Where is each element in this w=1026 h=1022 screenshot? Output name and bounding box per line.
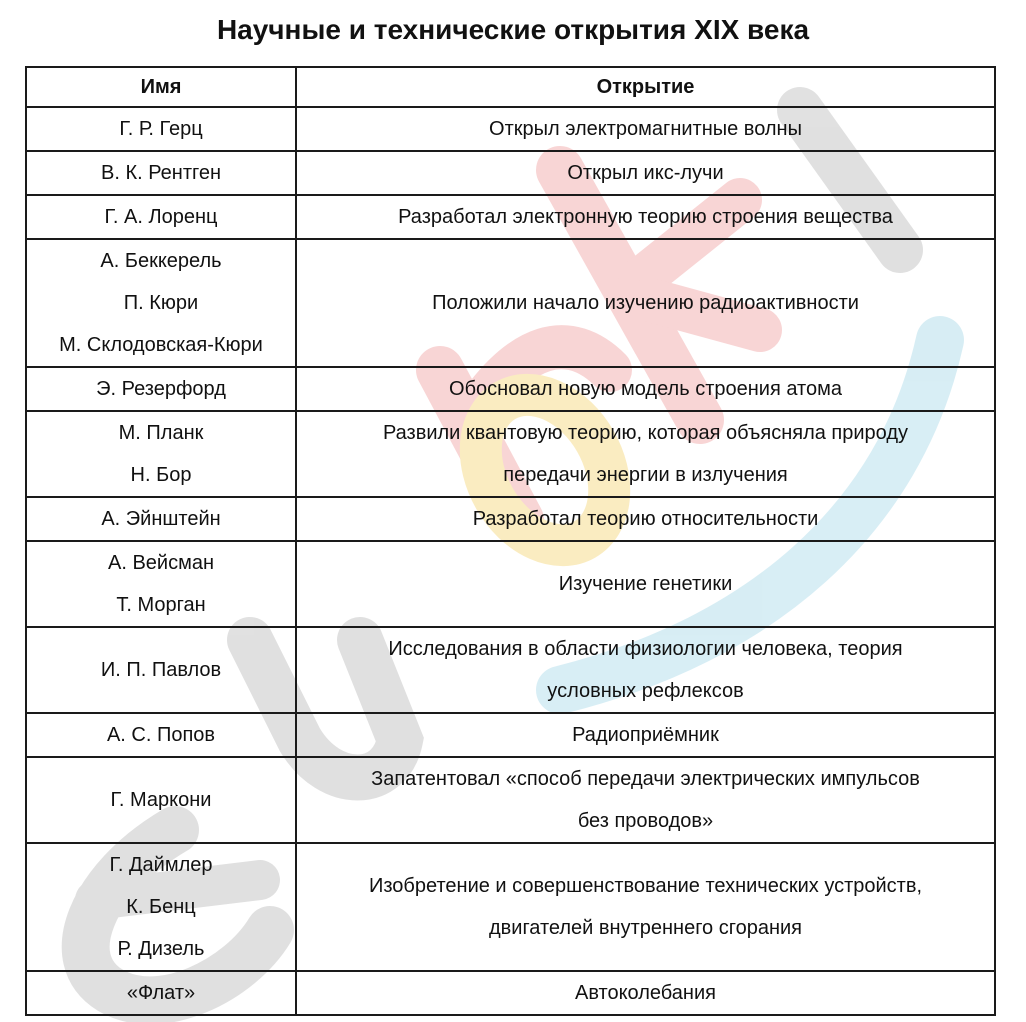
header-name: Имя [26, 67, 296, 107]
cell-discovery [296, 411, 995, 497]
table-row [26, 411, 995, 497]
table-row [26, 713, 995, 757]
person-name: П. Кюри [123, 292, 199, 314]
discovery-text: Разработал теорию относительности [472, 508, 819, 530]
table-row [26, 151, 995, 195]
cell-name [26, 971, 296, 1015]
header-discovery: Открытие [296, 67, 995, 107]
cell-name [26, 757, 296, 843]
person-name: А. Вейсман [107, 552, 214, 574]
person-name: Н. Бор [130, 464, 192, 486]
table-row [26, 757, 995, 843]
table-row [26, 367, 995, 411]
cell-discovery [296, 627, 995, 713]
person-name: Т. Морган [116, 594, 206, 616]
person-name: «Флат» [126, 982, 196, 1004]
table-row [26, 497, 995, 541]
person-name: М. Склодовская-Кюри [59, 334, 263, 356]
discovery-text: Развили квантовую теорию, которая объясняла природу [382, 422, 909, 444]
discovery-text: Открыл икс-лучи [567, 162, 724, 184]
person-name: М. Планк [118, 422, 204, 444]
cell-discovery [296, 497, 995, 541]
person-name: Э. Резерфорд [96, 378, 226, 400]
cell-name [26, 497, 296, 541]
person-name: Р. Дизель [117, 938, 205, 960]
cell-name [26, 239, 296, 367]
cell-name [26, 627, 296, 713]
cell-discovery [296, 151, 995, 195]
discovery-text: Автоколебания [575, 982, 716, 1004]
discovery-text: без проводов» [577, 810, 714, 832]
cell-discovery [296, 757, 995, 843]
cell-discovery [296, 107, 995, 151]
table-header-row [26, 67, 995, 107]
person-name: Г. Р. Герц [119, 118, 203, 140]
person-name: Г. А. Лоренц [104, 206, 218, 228]
cell-name [26, 107, 296, 151]
person-name: Г. Даймлер [109, 854, 213, 876]
discovery-text: Обосновал новую модель строения атома [449, 378, 842, 400]
table-row [26, 627, 995, 713]
cell-discovery [296, 195, 995, 239]
discovery-text: Изобретение и совершенствование технических устройств, [368, 875, 923, 897]
discovery-text: Разработал электронную теорию строения вещества [398, 206, 893, 228]
table-body [26, 107, 995, 1015]
discovery-text: Радиоприёмник [572, 724, 719, 746]
discovery-text: двигателей внутреннего сгорания [488, 917, 803, 939]
cell-name [26, 843, 296, 971]
discovery-text: Изучение генетики [558, 573, 733, 595]
cell-discovery [296, 541, 995, 627]
discovery-text: Исследования в области физиологии человека, теория [388, 638, 903, 660]
person-name: А. Эйнштейн [101, 508, 221, 530]
cell-name [26, 367, 296, 411]
table-row [26, 107, 995, 151]
cell-discovery [296, 713, 995, 757]
discoveries-table [25, 66, 996, 1016]
person-name: А. Беккерель [100, 250, 222, 272]
discovery-text: Положили начало изучению радиоактивности [432, 292, 859, 314]
person-name: И. П. Павлов [100, 659, 222, 681]
discovery-text: передачи энергии в излучения [503, 464, 788, 486]
person-name: К. Бенц [126, 896, 196, 918]
cell-discovery [296, 239, 995, 367]
table-row [26, 195, 995, 239]
table-row [26, 971, 995, 1015]
page-title: Научные и технические открытия XIX века [216, 14, 810, 45]
cell-name [26, 541, 296, 627]
cell-name [26, 411, 296, 497]
person-name: Г. Маркони [110, 789, 212, 811]
person-name: А. С. Попов [106, 724, 216, 746]
discovery-text: Запатентовал «способ передачи электрических импульсов [371, 768, 920, 790]
person-name: В. К. Рентген [100, 162, 222, 184]
discovery-text: условных рефлексов [547, 680, 744, 702]
table-row [26, 541, 995, 627]
cell-discovery [296, 971, 995, 1015]
cell-name [26, 151, 296, 195]
cell-name [26, 195, 296, 239]
discovery-text: Открыл электромагнитные волны [489, 118, 802, 140]
cell-discovery [296, 843, 995, 971]
cell-name [26, 713, 296, 757]
table-row [26, 239, 995, 367]
cell-discovery [296, 367, 995, 411]
table-row [26, 843, 995, 971]
